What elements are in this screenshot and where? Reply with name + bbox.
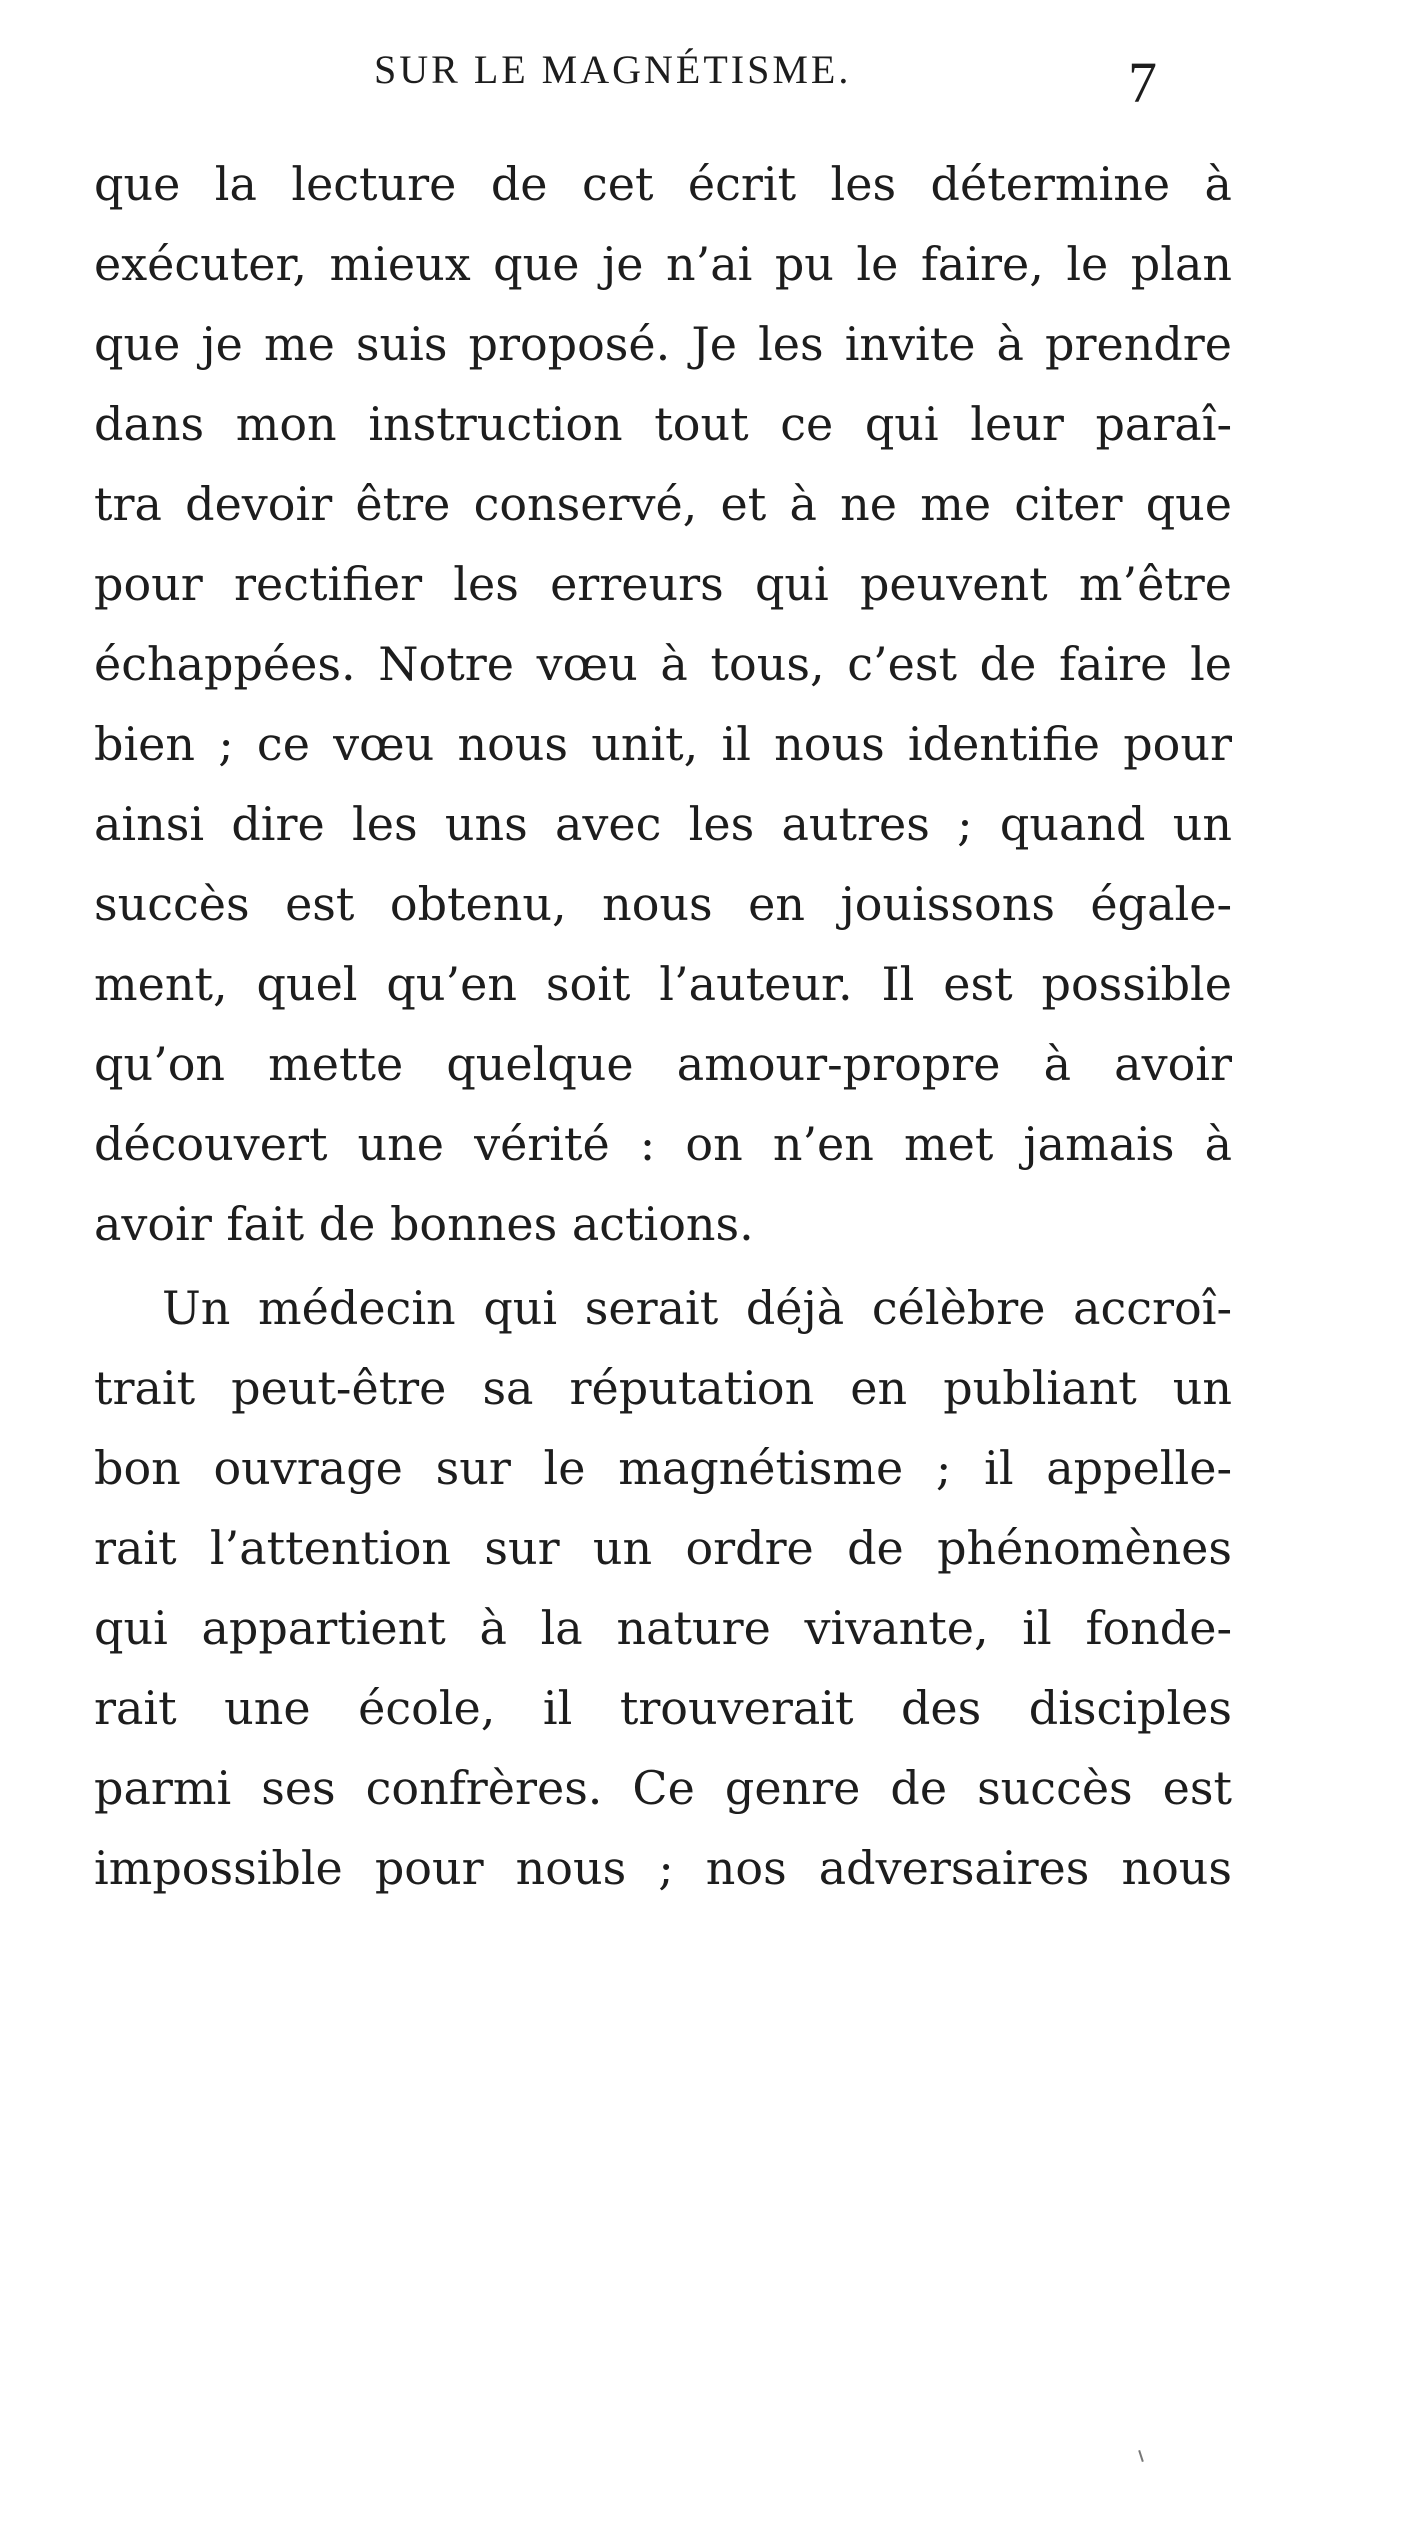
text-line [0,144,1413,224]
text-line [0,1104,1413,1184]
text-line-content: impossible pour nous ; nos adversaires nous [94,1841,1232,1895]
text-line [0,624,1413,704]
text-line [0,1668,1413,1748]
text-line [0,1748,1413,1828]
text-line-content: succès est obtenu, nous en jouissons égale- [94,877,1232,931]
text-line [0,1268,1413,1348]
text-line [0,464,1413,544]
text-line-content: pour rectifier les erreurs qui peuvent m’être [94,557,1232,611]
text-line-content: trait peut-être sa réputation en publiant un [94,1361,1232,1415]
text-line-content: tra devoir être conservé, et à ne me citer que [94,477,1232,531]
text-line [0,704,1413,784]
text-line-content: que la lecture de cet écrit les détermine à [94,157,1232,211]
text-line [0,224,1413,304]
text-line-content: exécuter, mieux que je n’ai pu le faire, le plan [94,237,1232,291]
text-line [0,864,1413,944]
text-line-content: échappées. Notre vœu à tous, c’est de faire le [94,637,1232,691]
text-line [0,1828,1413,1908]
text-line-content: Un médecin qui serait déjà célèbre accroî- [162,1281,1232,1335]
text-line [0,1184,1413,1264]
text-line [0,1588,1413,1668]
text-line-content: parmi ses confrères. Ce genre de succès est [94,1761,1232,1815]
text-line [0,304,1413,384]
text-line [0,384,1413,464]
page-number: 7 [1128,50,1157,115]
text-line [0,1428,1413,1508]
text-line-content: bon ouvrage sur le magnétisme ; il appelle- [94,1441,1232,1495]
text-line-content: rait l’attention sur un ordre de phénomènes [94,1521,1232,1575]
text-line-content: qu’on mette quelque amour-propre à avoir [94,1037,1232,1091]
text-line-content: ment, quel qu’en soit l’auteur. Il est possible [94,957,1232,1011]
text-line [0,544,1413,624]
text-line-content: dans mon instruction tout ce qui leur paraî- [94,397,1232,451]
text-line-content: qui appartient à la nature vivante, il fonde- [94,1601,1232,1655]
text-line-content: avoir fait de bonnes actions. [94,1197,754,1251]
text-line [0,944,1413,1024]
text-line-content: que je me suis proposé. Je les invite à prendre [94,317,1232,371]
text-line [0,784,1413,864]
text-line [0,1508,1413,1588]
text-line [0,1348,1413,1428]
text-line-content: rait une école, il trouverait des disciples [94,1681,1232,1735]
running-head: SUR LE MAGNÉTISME. [374,47,852,92]
text-line [0,1024,1413,1104]
text-line-content: découvert une vérité : on n’en met jamais à [94,1117,1232,1171]
text-line-content: bien ; ce vœu nous unit, il nous identifie pour [94,717,1232,771]
ink-speck [1138,2450,1144,2462]
text-line-content: ainsi dire les uns avec les autres ; quand un [94,797,1232,851]
